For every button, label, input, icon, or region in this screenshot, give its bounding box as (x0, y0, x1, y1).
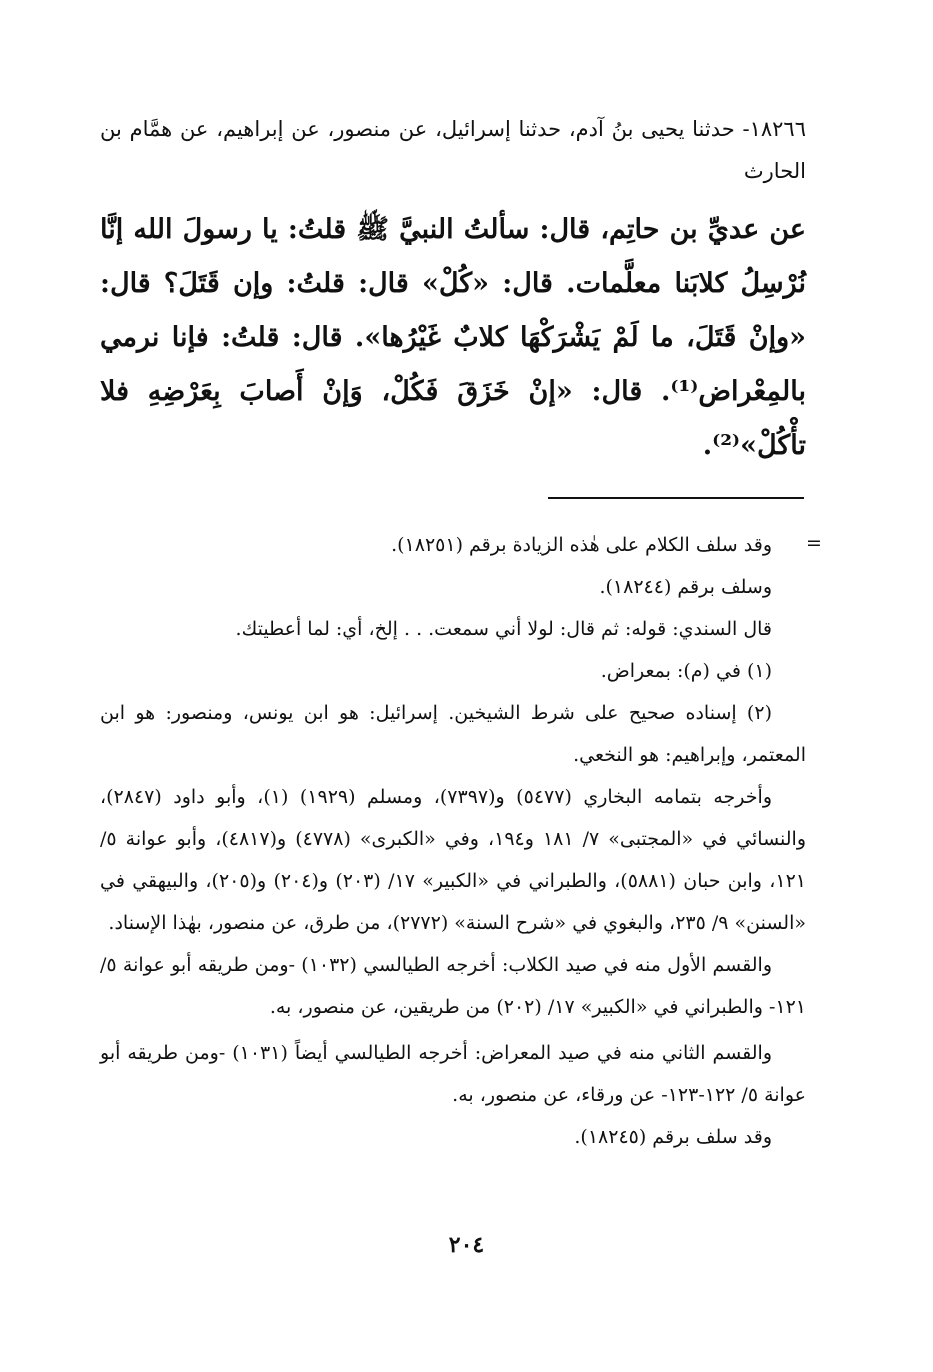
footnote-paragraph: وسلف برقم (١٨٢٤٤). (599, 576, 772, 598)
footnote-separator (548, 497, 804, 499)
footnote-paragraph: والقسم الأول منه في صيد الكلاب: أخرجه الطيالسي (١٠٣٢) -ومن طريقه أبو عوانة ٥/ ١٢١- والطبراني في «الكبير» ١٧/ (٢٠٢) من طريقين، عن منصور، به. (100, 954, 806, 1018)
hadith-matn: عن عديِّ بن حاتِم، قال: سألتُ النبيَّ ﷺ قلتُ: يا رسولَ الله إنَّا نُرْسِلُ كلابَنا معلَّمات. قال: «كُلْ» قال: قلتُ: وإن قَتَلَ؟ قال: «وإنْ قَتَلَ، ما لَمْ يَشْرَكْهَا كلابٌ غَيْرُها». قال: قلتُ: فإنا نرمي بالمِعْراض⁽¹⁾. قال: «إنْ خَزَقَ فَكُلْ، وَإنْ أَصابَ بِعَرْضِهِ فلا تأْكُلْ»⁽²⁾. (100, 214, 806, 461)
footnote-2: (٢) إسناده صحيح على شرط الشيخين. إسرائيل: هو ابن يونس، ومنصور: هو ابن المعتمر، وإبراهيم: هو النخعي. (100, 702, 806, 766)
footnote-paragraph: وقد سلف الكلام على هٰذه الزيادة برقم (١٨٢٥١). (391, 534, 772, 556)
footnote-paragraph: وأخرجه بتمامه البخاري (٥٤٧٧) و(٧٣٩٧)، ومسلم (١٩٢٩) (١)، وأبو داود (٢٨٤٧)، والنسائي في «المجتبى» ٧/ ١٨١ و١٩٤، وفي «الكبرى» (٤٧٧٨) و(٤٨١٧)، وأبو عوانة ٥/ ١٢١، وابن حبان (٥٨٨١)، والطبراني في «الكبير» ١٧/ (٢٠٣) و(٢٠٤) و(٢٠٥)، والبيهقي في «السنن» ٩/ ٢٣٥، والبغوي في «شرح السنة» (٢٧٧٢)، من طرق، عن منصور، بهٰذا الإسناد. (100, 786, 806, 934)
footnote-1: (١) في (م): بمعراض. (600, 660, 772, 682)
page-number: ٢٠٤ (448, 1232, 485, 1258)
footnotes (100, 524, 806, 1158)
footnote-paragraph: وقد سلف برقم (١٨٢٤٥). (574, 1126, 772, 1148)
hadith-isnad: ١٨٢٦٦- حدثنا يحيى بنُ آدم، حدثنا إسرائيل، عن منصور، عن إبراهيم، عن همَّام بن الحارث (100, 117, 806, 183)
footnote-paragraph: قال السندي: قوله: ثم قال: لولا أني سمعت. . . إلخ، أي: لما أعطيتك. (235, 618, 772, 640)
footnote-paragraph: والقسم الثاني منه في صيد المعراض: أخرجه الطيالسي أيضاً (١٠٣١) -ومن طريقه أبو عوانة ٥/ ١٢٢-١٢٣- عن ورقاء، عن منصور، به. (100, 1042, 806, 1106)
footnote-continuation-mark: = (806, 532, 822, 554)
